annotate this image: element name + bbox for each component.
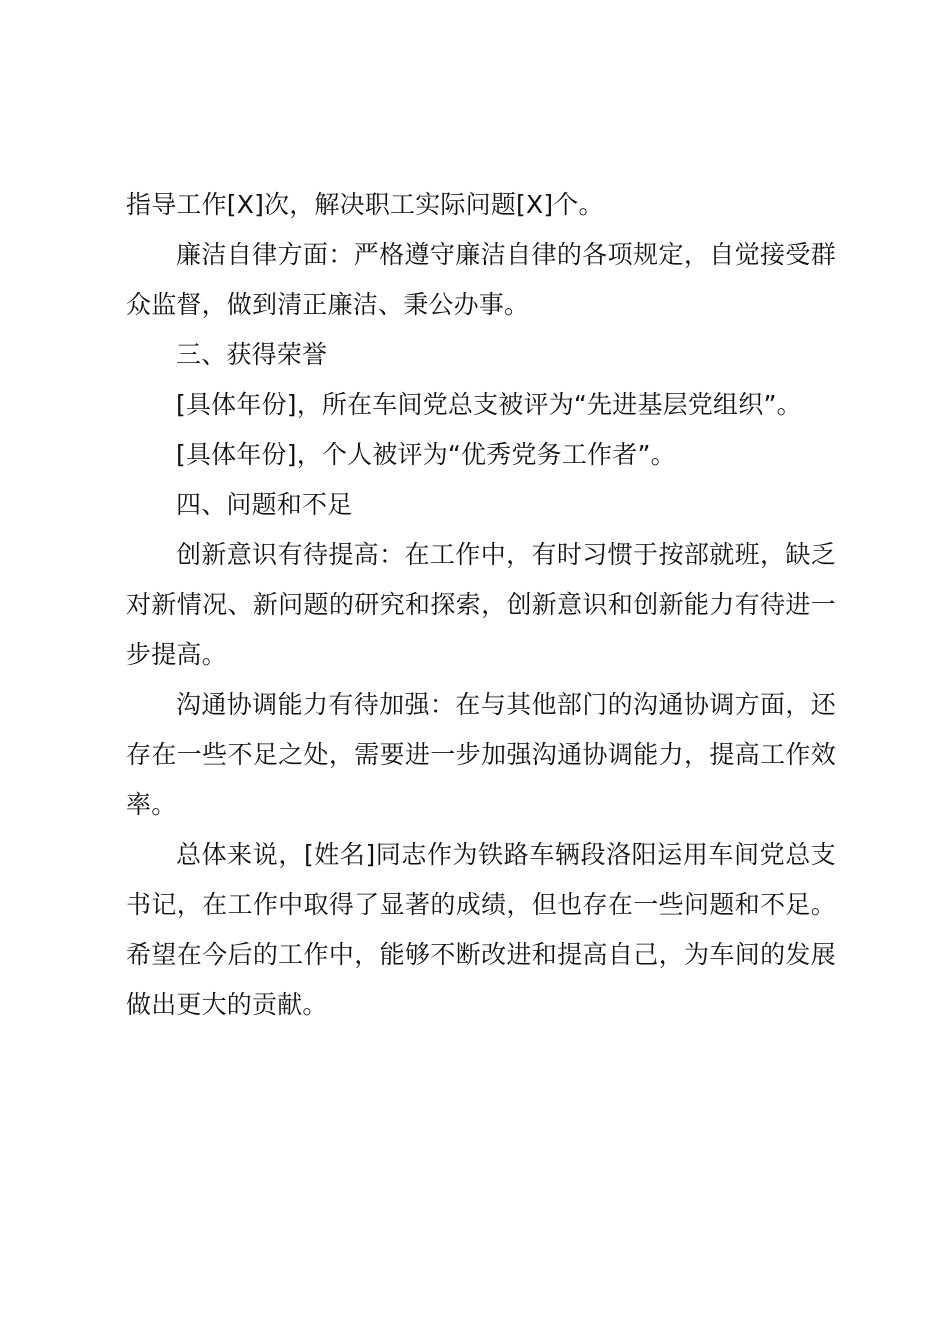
document-body — [126, 180, 836, 1030]
paragraph-work-guidance: 指导工作[X]次，解决职工实际问题[X]个。 — [126, 190, 604, 219]
section-heading-problems: 四、问题和不足 — [176, 490, 353, 519]
paragraph-communication: 沟通协调能力有待加强：在与其他部门的沟通协调方面，还存在一些不足之处，需要进一步加强沟通协调能力，提高工作效率。 — [126, 690, 836, 819]
paragraph-integrity: 廉洁自律方面：严格遵守廉洁自律的各项规定，自觉接受群众监督，做到清正廉洁、秉公办事。 — [126, 240, 836, 319]
paragraph-innovation: 创新意识有待提高：在工作中，有时习惯于按部就班，缺乏对新情况、新问题的研究和探索，创新意识和创新能力有待进一步提高。 — [126, 540, 836, 669]
paragraph-honor-organization: [具体年份]，所在车间党总支被评为“先进基层党组织”。 — [176, 390, 802, 419]
paragraph-honor-personal: [具体年份]，个人被评为“优秀党务工作者”。 — [176, 440, 676, 469]
section-heading-honors: 三、获得荣誉 — [176, 340, 328, 369]
paragraph-summary: 总体来说，[姓名]同志作为铁路车辆段洛阳运用车间党总支书记，在工作中取得了显著的成绩，但也存在一些问题和不足。希望在今后的工作中，能够不断改进和提高自己，为车间的发展做出更大的贡献。 — [126, 840, 836, 1019]
